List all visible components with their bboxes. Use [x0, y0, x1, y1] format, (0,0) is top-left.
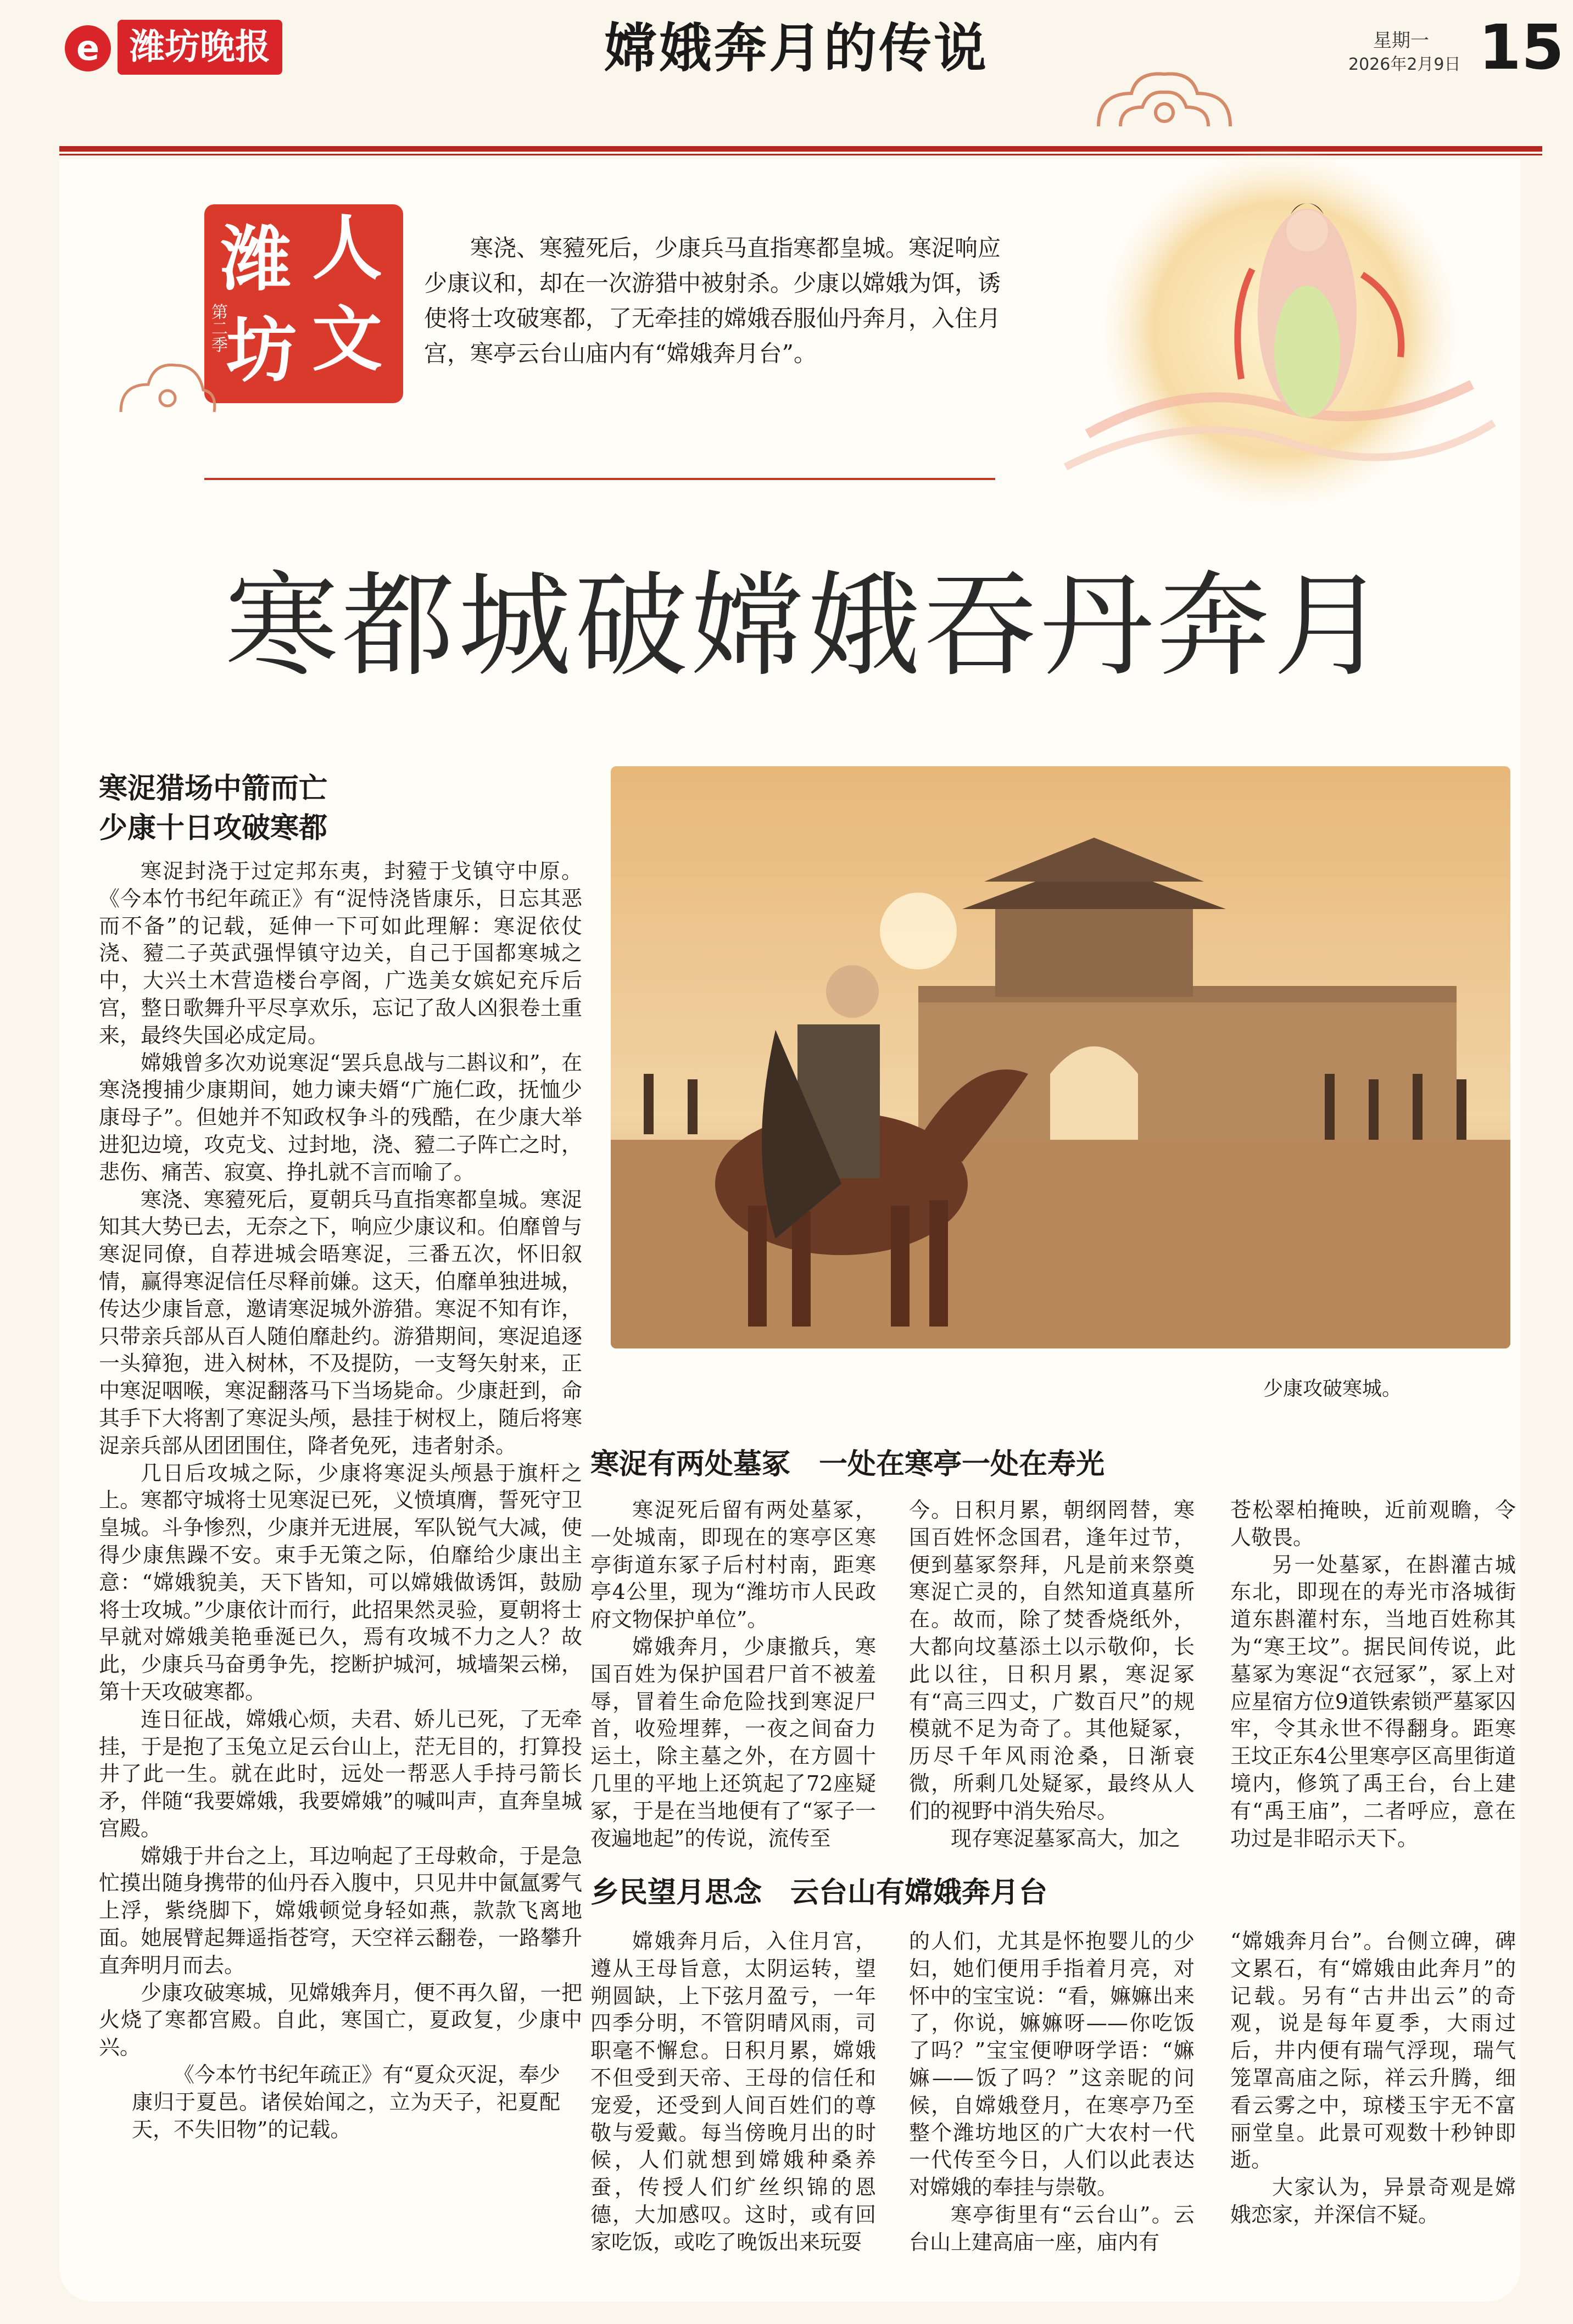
- article-column: [1230, 1928, 1516, 2229]
- paragraph: 寒亭街里有“云台山”。云台山上建高庙一座，庙内有: [909, 2202, 1195, 2254]
- intro-separator: [204, 478, 995, 480]
- paragraph: 今。日积月累，朝纲罔替，寒国百姓怀念国君，逢年过节，便到墓冢祭拜，凡是前来祭奠寒浞亡灵的，自然知道真墓所在。故而，除了焚香烧纸外，大都向坟墓添土以示敬仰，长此以往，日积月累，寒浞冢有“高三四丈，广数百尺”的规模就不足为奇了。其他疑冢，历尽千年风雨沧桑，日渐衰微，所剩几处疑冢，最终从人们的视野中消失殆尽。: [909, 1498, 1195, 1823]
- intro-summary: 寒浇、寒豷死后，少康兵马直指寒都皇城。寒浞响应少康议和，却在一次游猎中被射杀。少康以嫦娥为饵，诱使将士攻破寒都，了无牵挂的嫦娥吞服仙丹奔月，入住月宫，寒亭云台山庙内有“嫦娥奔月台”。: [424, 235, 1001, 367]
- paragraph: 的人们，尤其是怀抱婴儿的少妇，她们便用手指着月亮，对怀中的宝宝说：“看，嫲嫲出来了，你说，嫲嫲呀——你吃饭了吗？”宝宝便咿呀学语：“嫲嫲——饭了吗？”这亲昵的问候，自嫦娥登月，在寒亭乃至整个潍坊地区的广大农村一代一代传至今日，人们以此表达对嫦娥的奉挂与崇敬。: [909, 1929, 1195, 2200]
- newspaper-name: 潍坊晚报: [118, 20, 282, 75]
- subhead: 寒浞有两处墓冢 一处在寒亭一处在寿光: [590, 1448, 1105, 1481]
- headline: 寒都城破嫦娥吞丹奔月: [225, 560, 1390, 692]
- article-column: [909, 1497, 1195, 1852]
- article-column: [99, 858, 582, 2143]
- paragraph: 嫦娥于井台之上，耳边响起了王母敕命，于是急忙摸出随身携带的仙丹吞入腹中，只见井中氤氲雾气上浮，紫绕脚下，嫦娥顿觉身轻如燕，款款飞离地面。她展臂起舞遥指苍穹，天空祥云翻卷，一路攀升直奔明月而去。: [99, 1843, 582, 1977]
- issue-date: 2026年2月9日: [1348, 55, 1461, 74]
- quote-paragraph: 《今本竹书纪年疏正》有“夏众灭浞，奉少康归于夏邑。诸侯始闻之，立为天子，祀夏配天，不失旧物”的记载。: [132, 2063, 560, 2142]
- paragraph: 少康攻破寒城，见嫦娥奔月，便不再久留，一把火烧了寒都宫殿。自此，寒国亡，夏政复，少康中兴。: [99, 1980, 582, 2060]
- paragraph: 几日后攻城之际，少康将寒浞头颅悬于旗杆之上。寒都守城将士见寒浞已死，义愤填膺，誓死守卫皇城。斗争惨烈，少康并无进展，军队锐气大减，使得少康焦躁不安。束手无策之际，伯靡给少康出主意：“嫦娥貌美，天下皆知，可以嫦娥做诱饵，鼓励将士攻城。”少康依计而行，此招果然灵验，夏朝将士早就对嫦娥美艳垂涎已久，焉有攻城不力之人？故此，少康兵马奋勇争先，挖断护城河，城墙架云梯，第十天攻破寒都。: [99, 1461, 582, 1704]
- subhead: 寒浞猎场中箭而亡: [99, 772, 328, 805]
- seal-char: 人: [312, 207, 383, 289]
- photo-caption: 少康攻破寒城。: [1263, 1378, 1402, 1400]
- paragraph: “嫦娥奔月台”。台侧立碑，碑文累石，有“嫦娥由此奔月”的记载。另有“古井出云”的奇观，说是每年夏季，大雨过后，井内便有瑞气浮现，瑞气笼罩高庙之际，祥云升腾，细看云雾之中，琼楼玉宇无不富丽堂皇。此景可观数十秒钟即逝。: [1230, 1929, 1516, 2172]
- cloud-ornament-icon: [1087, 60, 1241, 137]
- seal-season: 第二季: [208, 303, 227, 353]
- cloud-ornament-icon: [115, 352, 220, 423]
- weekday: 星期一: [1373, 30, 1429, 52]
- paragraph: 连日征战，嫦娥心烦，夫君、娇儿已死，了无牵挂，于是抱了玉兔立足云台山上，茫无目的，打算投井了此一生。就在此时，远处一帮恶人手持弓箭长矛，伴随“我要嫦娥，我要嫦娥”的喊叫声，直奔皇城宫殿。: [99, 1707, 582, 1841]
- paragraph: 嫦娥奔月后，入住月宫，遵从王母旨意，太阴运转，望朔圆缺，上下弦月盈亏，一年四季分明，不管阴晴风雨，司职毫不懈怠。日积月累，嫦娥不但受到天帝、王母的信任和宠爱，还受到人间百姓们的尊敬与爱戴。每当傍晚月出的时候，人们就想到嫦娥种桑养蚕，传授人们纩丝织锦的恩德，大加感叹。这时，或有回家吃饭，或吃了晚饭出来玩耍: [590, 1929, 876, 2254]
- article-column: [1230, 1497, 1516, 1852]
- page-number: 15: [1479, 12, 1564, 83]
- paragraph: 寒浇、寒豷死后，夏朝兵马直指寒都皇城。寒浞知其大势已去，无奈之下，响应少康议和。伯靡曾与寒浞同僚，自荐进城会晤寒浞，三番五次，怀旧叙情，赢得寒浞信任尽释前嫌。这天，伯靡单独进城，传达少康旨意，邀请寒浞城外游猎。寒浞不知有诈，只带亲兵部从百人随伯靡赴约。游猎期间，寒浞追逐一头獐狍，进入树林，不及提防，一支弩矢射来，正中寒浞咽喉，寒浞翻落马下当场毙命。少康赶到，命其手下大将割了寒浞头颅，悬挂于树杈上，随后将寒浞亲兵部从团团围住，降者免死，违者射杀。: [99, 1187, 582, 1458]
- section-title: 嫦娥奔月的传说: [604, 18, 989, 79]
- article-column: [590, 1497, 876, 1852]
- paragraph: 寒浞死后留有两处墓冢，一处城南，即现在的寒亭区寒亭街道东冢子后村村南，距寒亭4公里，现为“潍坊市人民政府文物保护单位”。: [590, 1498, 876, 1632]
- paragraph: 大家认为，异景奇观是嫦娥恋家，并深信不疑。: [1230, 2175, 1516, 2227]
- paragraph: 寒浞封浇于过定邦东夷，封豷于戈镇守中原。《今本竹书纪年疏正》有“浞恃浇皆康乐，日忘其恶而不备”的记载，延伸一下可如此理解：寒浞依仗浇、豷二子英武强悍镇守边关，自己于国都寒城之中，大兴土木营造楼台亭阁，广选美女嫔妃充斥后宫，整日歌舞升平尽享欢乐，忘记了敌人凶狠卷土重来，最终失国必成定局。: [99, 859, 582, 1047]
- newspaper-logo-icon: e: [65, 25, 111, 71]
- paragraph: 嫦娥曾多次劝说寒浞“罢兵息战与二斟议和”，在寒浇搜捕少康期间，她力谏夫婿“广施仁政，抚恤少康母子”。但她并不知政权争斗的残酷，在少康大举进犯边境，攻克戈、过封地，浇、豷二子阵亡之时，悲伤、痛苦、寂寞、挣扎就不言而喻了。: [99, 1050, 582, 1184]
- battle-scene-illustration: [611, 766, 1510, 1348]
- battle-scene-image: [611, 766, 1510, 1348]
- seal-char: 文: [312, 298, 383, 381]
- seal-char: 潍: [221, 218, 292, 300]
- moon-fairy-illustration: [1022, 148, 1516, 533]
- subhead: 乡民望月思念 云台山有嫦娥奔月台: [590, 1876, 1048, 1909]
- paragraph: 现存寒浞墓冢高大，加之: [951, 1826, 1181, 1851]
- paragraph: 苍松翠柏掩映，近前观瞻，令人敬畏。: [1230, 1498, 1516, 1550]
- paragraph: 另一处墓冢，在斟灌古城东北，即现在的寿光市洛城街道东斟灌村东，当地百姓称其为“寒王坟”。据民间传说，此墓冢为寒浞“衣冠冢”，冢上对应星宿方位9道铁索锁严墓冢囚牢，令其永世不得翻身。距寒王坟正东4公里寒亭区高里街道境内，修筑了禹王台，台上建有“禹王庙”，二者呼应，意在功过是非昭示天下。: [1230, 1552, 1516, 1851]
- article-column: [590, 1928, 876, 2256]
- paragraph: 嫦娥奔月，少康撤兵，寒国百姓为保护国君尸首不被羞辱，冒着生命危险找到寒浞尸首，收殓埋葬，一夜之间奋力运土，除主墓之外，在方圆十几里的平地上还筑起了72座疑冢，于是在当地便有了“冢子一夜遍地起”的传说，流传至: [590, 1634, 876, 1851]
- column-seal: [204, 204, 403, 403]
- seal-char: 坊: [226, 309, 297, 392]
- subhead: 少康十日攻破寒都: [99, 812, 328, 845]
- article-column: [909, 1928, 1195, 2256]
